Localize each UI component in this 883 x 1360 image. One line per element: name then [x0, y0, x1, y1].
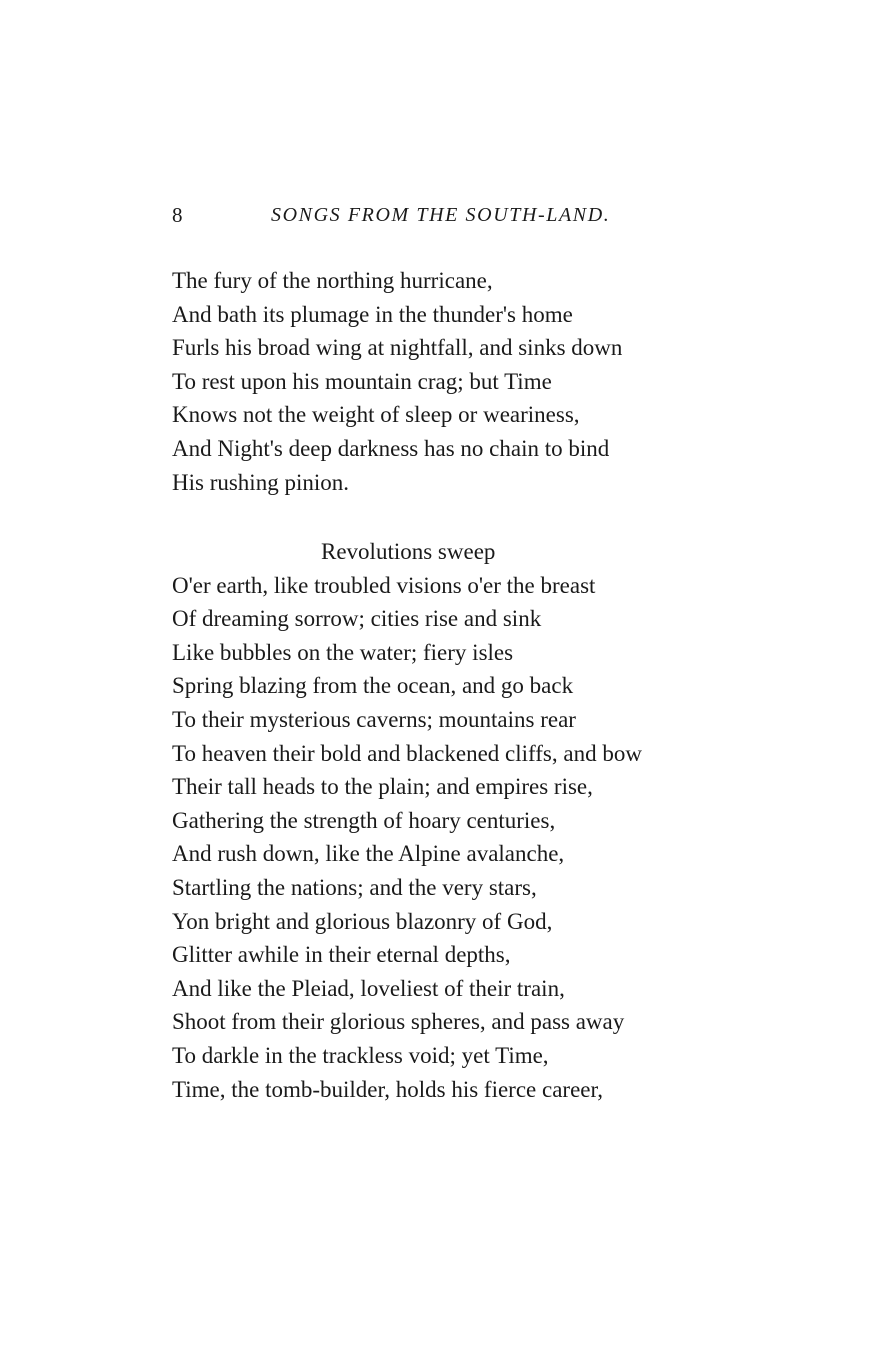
verse-line: Their tall heads to the plain; and empires rise,: [172, 774, 593, 800]
verse-line: To rest upon his mountain crag; but Time: [172, 368, 552, 394]
verse-line: The fury of the northing hurricane,: [172, 268, 493, 293]
verse-line: Yon bright and glorious blazonry of God,: [172, 908, 553, 934]
page-number: 8: [172, 203, 183, 227]
running-head: [172, 201, 692, 231]
verse-line: Glitter awhile in their eternal depths,: [172, 942, 511, 968]
verse-line: And bath its plumage in the thunder's home: [172, 301, 573, 327]
stanza-2: [172, 535, 642, 1106]
stanza-1: [172, 264, 622, 499]
verse-line: His rushing pinion.: [172, 469, 349, 495]
verse-line: O'er earth, like troubled visions o'er the breast: [172, 572, 596, 598]
verse-line: Knows not the weight of sleep or weariness,: [172, 402, 580, 428]
verse-line: Time, the tomb-builder, holds his fierce career,: [172, 1076, 603, 1102]
verse-line: Of dreaming sorrow; cities rise and sink: [172, 606, 542, 632]
verse-line: And rush down, like the Alpine avalanche,: [172, 841, 565, 867]
verse-line: Gathering the strength of hoary centuries,: [172, 807, 556, 833]
verse-line: Furls his broad wing at nightfall, and sinks down: [172, 335, 623, 361]
verse-line: And like the Pleiad, loveliest of their train,: [172, 975, 565, 1001]
running-title: SONGS FROM THE SOUTH-LAND.: [271, 204, 611, 226]
verse-line: Spring blazing from the ocean, and go back: [172, 673, 574, 699]
verse-line: Startling the nations; and the very stars,: [172, 874, 537, 900]
verse-line: To their mysterious caverns; mountains rear: [172, 706, 576, 732]
verse-line: To darkle in the trackless void; yet Time,: [172, 1042, 549, 1068]
verse-line: Like bubbles on the water; fiery isles: [172, 639, 514, 665]
verse-line: Shoot from their glorious spheres, and pass away: [172, 1009, 625, 1035]
verse-line: And Night's deep darkness has no chain to bind: [172, 435, 610, 461]
verse-line: To heaven their bold and blackened cliffs, and bow: [172, 740, 642, 766]
verse-line-indented: Revolutions sweep: [321, 539, 496, 564]
